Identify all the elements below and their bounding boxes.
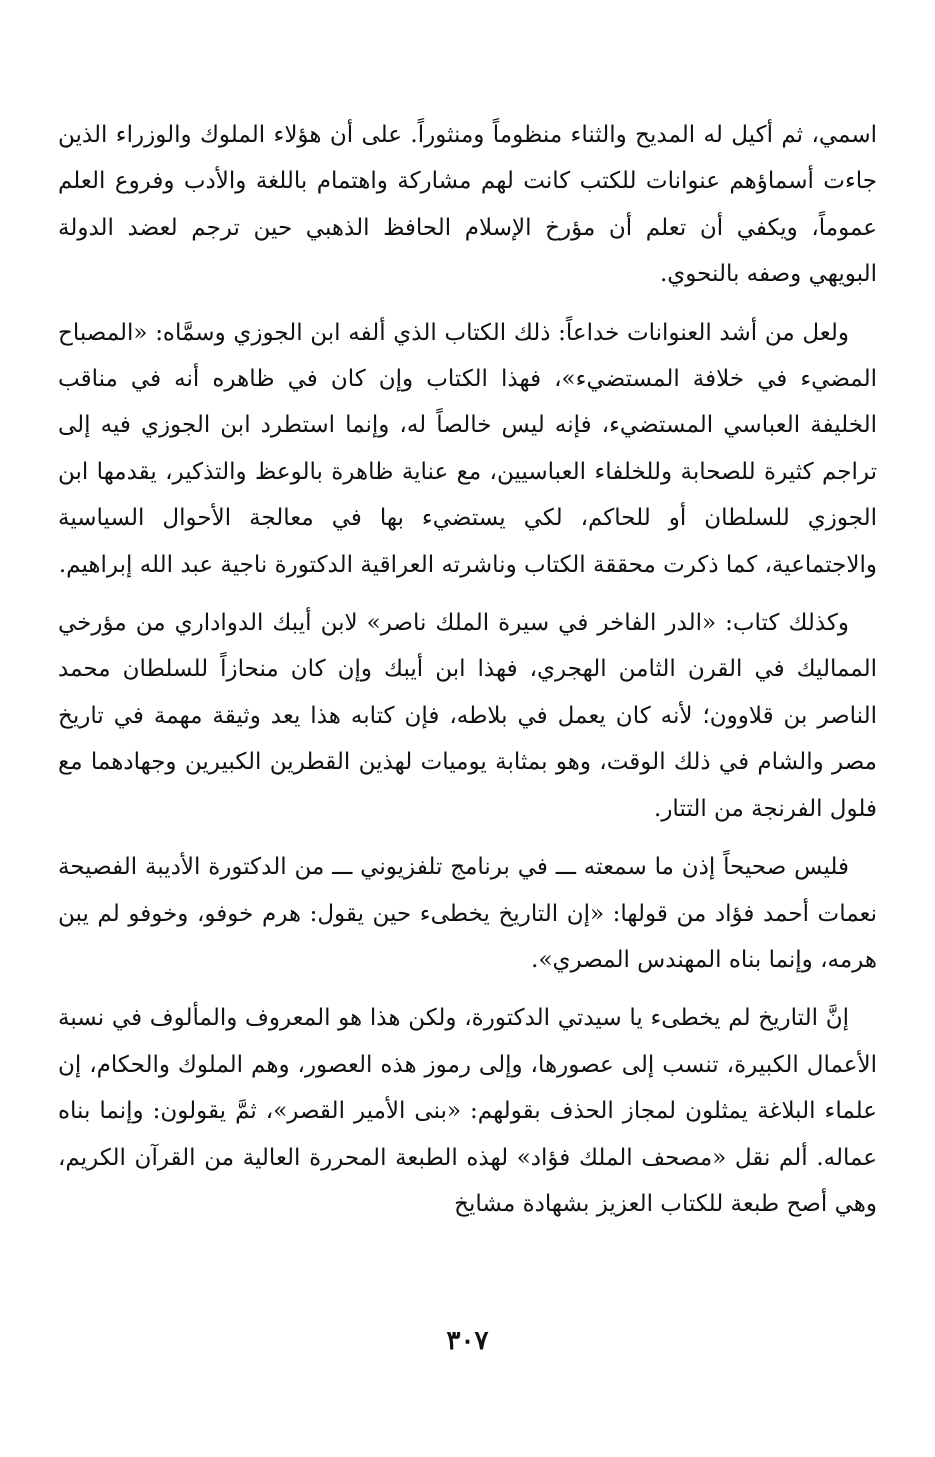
paragraph-5: إنَّ التاريخ لم يخطىء يا سيدتي الدكتورة، ولكن هذا هو المعروف والمألوف في نسبة الأعمال الكبيرة، تنسب إلى عصورها، وإلى رموز هذه العصور، وهم الملوك والحكام، إن علماء البلاغة يمثلون لمجاز الحذف بقولهم: «بنى الأمير القصر»، ثمَّ يقولون: وإنما بناه عماله. ألم نقل «مصحف الملك فؤاد» لهذه الطبعة المحررة العالية من القرآن الكريم، وهي أصح طبعة للكتاب العزيز بشهادة مشايخ (58, 1005, 877, 1217)
paragraph-4: فليس صحيحاً إذن ما سمعته ـــ في برنامج تلفزيوني ـــ من الدكتورة الأديبة الفصيحة نعمات أحمد فؤاد من قولها: «إن التاريخ يخطىء حين يقول: هرم خوفو، وخوفو لم يبن هرمه، وإنما بناه المهندس المصري». (58, 854, 877, 973)
body-text (58, 112, 877, 1239)
page-number: ٣٠٧ (446, 1326, 489, 1356)
paragraph-1: اسمي، ثم أكيل له المديح والثناء منظوماً ومنثوراً. على أن هؤلاء الملوك والوزراء الذين جاءت أسماؤهم عنوانات للكتب كانت لهم مشاركة واهتمام باللغة والأدب وفروع العلم عموماً، ويكفي أن تعلم أن مؤرخ الإسلام الحافظ الذهبي حين ترجم لعضد الدولة البويهي وصفه بالنحوي. (58, 122, 877, 288)
paragraph-2: ولعل من أشد العنوانات خداعاً: ذلك الكتاب الذي ألفه ابن الجوزي وسمَّاه: «المصباح المضيء في خلافة المستضيء»، فهذا الكتاب وإن كان في ظاهره أنه في مناقب الخليفة العباسي المستضيء، فإنه ليس خالصاً له، وإنما استطرد ابن الجوزي فيه إلى تراجم كثيرة للصحابة وللخلفاء العباسيين، مع عناية ظاهرة بالوعظ والتذكير، يقدمها ابن الجوزي للسلطان أو للحاكم، لكي يستضيء بها في معالجة الأحوال السياسية والاجتماعية، كما ذكرت محققة الكتاب وناشرته العراقية الدكتورة ناجية عبد الله إبراهيم. (58, 319, 877, 578)
paragraph-3: وكذلك كتاب: «الدر الفاخر في سيرة الملك ناصر» لابن أيبك الدواداري من مؤرخي المماليك في القرن الثامن الهجري، فهذا ابن أيبك وإن كان منحازاً للسلطان محمد الناصر بن قلاوون؛ لأنه كان يعمل في بلاطه، فإن كتابه هذا يعد وثيقة مهمة في تاريخ مصر والشام في ذلك الوقت، وهو بمثابة يوميات لهذين القطرين الكبيرين وجهادهما مع فلول الفرنجة من التتار. (58, 610, 877, 822)
